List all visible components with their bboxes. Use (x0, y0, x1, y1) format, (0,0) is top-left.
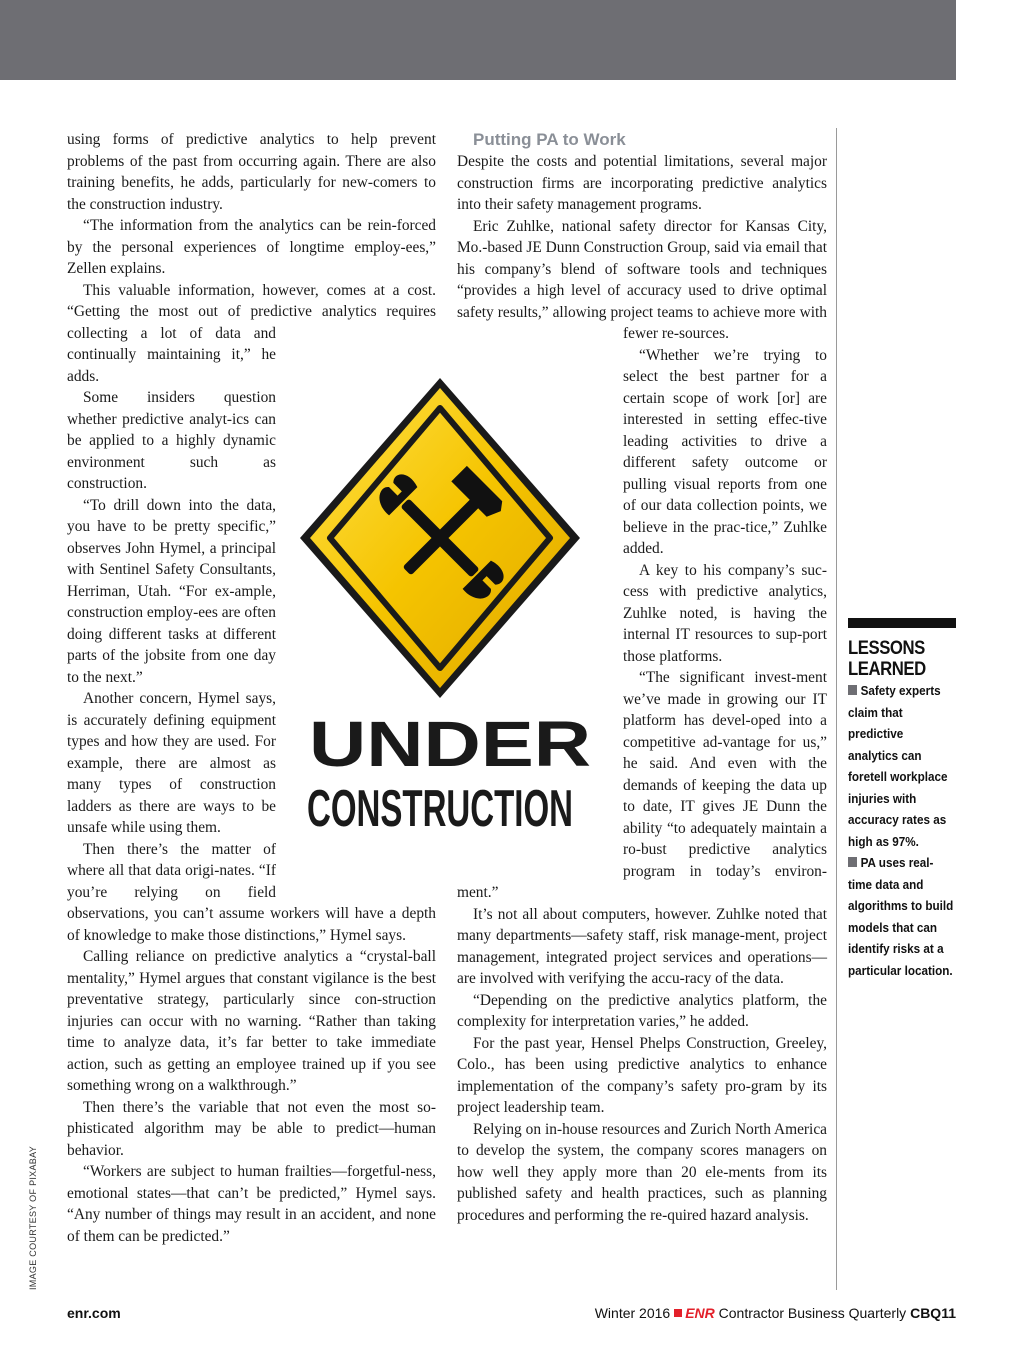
square-bullet-icon (848, 685, 857, 695)
lessons-learned-sidebar (848, 618, 956, 981)
footer-page-number: CBQ11 (910, 1305, 956, 1321)
body-paragraph: Despite the costs and potential limitations, several major construction firms are incorporating predictive analytics into their safety management programs. (457, 153, 827, 213)
body-paragraph: This valuable information, however, comes at a cost. “Getting the most out of predictive analytics requires collecting a lot of data and continually maintaining it,” he adds. (67, 281, 436, 385)
footer-brand: ENR (685, 1305, 715, 1321)
body-paragraph: “To drill down into the data, you have to be pretty specific,” observes John Hymel, a principal with Sentinel Safety Consultants, Herriman, Utah. “For ex-ample, construction employ-ees are often doing different tasks at different parts of the jobsite from one day to the next.” (67, 496, 276, 686)
under-construction-illustration (300, 378, 600, 838)
body-paragraph: “Whether we’re trying to select the best partner for a certain scope of work [or] are interested in setting effec-tive leading activities to drive a different safety outcome or pulling visual reports from one of our data collection points, we believe in the prac-tice,” Zuhlke added. (623, 346, 827, 557)
image-credit: IMAGE COURTESY OF PIXABAY (28, 1145, 38, 1290)
column-divider (836, 128, 837, 1290)
sign-word-under: UNDER (309, 708, 591, 780)
body-paragraph: Another concern, Hymel says, is accurately defining equipment types and how they are used. For example, there are almost as many types of construction ladders as there are ways to be unsafe while using them. (67, 690, 276, 836)
body-paragraph: “Workers are subject to human frailties—forgetful-ness, emotional states—that can’t be predicted,” Hymel says. “Any number of things may result in an accident, and none of them can be predicted.” (67, 1163, 436, 1245)
body-paragraph: Relying on in-house resources and Zurich North America to develop the system, the company scores managers on how well they apply more than 20 ele-ments from its published safety and health practices, such as planning procedures and performing the re-quired hazard analysis. (457, 1120, 827, 1224)
body-paragraph: It’s not all about computers, however. Zuhlke noted that many departments—safety staff, risk manage-ment, project management, integrated project services and operations—are involved with verifying the accu-racy of the data. (457, 905, 827, 987)
sidebar-title-line-1: LESSONS (848, 638, 925, 659)
body-paragraph: using forms of predictive analytics to help prevent problems of the past from occurring again. There are also training benefits, he adds, particularly for new-comers to the construction industry. (67, 131, 436, 213)
sidebar-rule (848, 618, 956, 628)
sidebar-item (848, 680, 956, 852)
sign-word-construction: CONSTRUCTION (307, 780, 573, 838)
footer-publication: Contractor Business Quarterly (718, 1305, 907, 1321)
square-bullet-icon (848, 857, 857, 867)
sidebar-title-line-2: LEARNED (848, 659, 926, 680)
header-bar (0, 0, 956, 80)
body-paragraph: “The significant invest-ment we’ve made in growing our IT platform has devel-oped into a competitive ad-vantage for us,” he said. And even with the demands of keeping the data up to date, IT gives JE Dunn the ability “to adequately maintain a ro-bust predictive analytics program in today’s environ-ment.” (457, 669, 827, 901)
body-paragraph: “The information from the analytics can be rein-forced by the personal experiences of longtime employ-ees,” Zellen explains. (67, 217, 436, 277)
red-square-icon (674, 1309, 682, 1317)
body-paragraph: Calling reliance on predictive analytics a “crystal-ball mentality,” Hymel argues that constant vigilance is the best preventative strategy, particularly since con-struction injuries can occur with no warning. “Rather than taking time to analyze data, it’s far better to take immediate action, such as getting an employee trained up if you see something wrong on a walkthrough.” (67, 948, 436, 1094)
footer-issue: Winter 2016 (594, 1305, 671, 1321)
body-paragraph: For the past year, Hensel Phelps Construction, Greeley, Colo., has been using predictive analytics to enhance implementation of the company’s safety pro-gram by its project leadership team. (457, 1034, 827, 1116)
sidebar-item-text: PA uses real-time data and algorithms to build models that can identify risks at a particular location. (848, 855, 954, 978)
footer-folio (595, 1305, 956, 1321)
section-subhead: Putting PA to Work (473, 130, 626, 149)
footer-site: enr.com (67, 1305, 121, 1321)
body-paragraph: A key to his company’s suc-cess with predictive analytics, Zuhlke noted, is having the internal IT resources to sup-port those platforms. (623, 561, 827, 665)
sidebar-item (848, 852, 956, 981)
body-paragraph: “Depending on the predictive analytics platform, the complexity for interpretation varies,” he added. (457, 991, 827, 1030)
sidebar-item-text: Safety experts claim that predictive analytics can foretell workplace injuries with accuracy rates as high as 97%. (848, 683, 948, 849)
body-paragraph: Then there’s the matter of where all that data origi-nates. “If you’re relying on field observations, you can’t assume workers will have a depth of knowledge to make those distinctions,” Hymel says. (67, 840, 436, 944)
body-paragraph: Then there’s the variable that not even the most so-phisticated algorithm may be able to predict—human behavior. (67, 1098, 436, 1159)
body-paragraph: Eric Zuhlke, national safety director for Kansas City, Mo.-based JE Dunn Construction Group, said via email that his company’s blend of software tools and techniques “provides a high level of accuracy used to drive optimal safety results,” allowing project teams to achieve more with fewer re-sources. (457, 217, 827, 342)
body-paragraph: Some insiders question whether predictive analyt-ics can be applied to a highly dynamic environment such as construction. (67, 389, 276, 492)
